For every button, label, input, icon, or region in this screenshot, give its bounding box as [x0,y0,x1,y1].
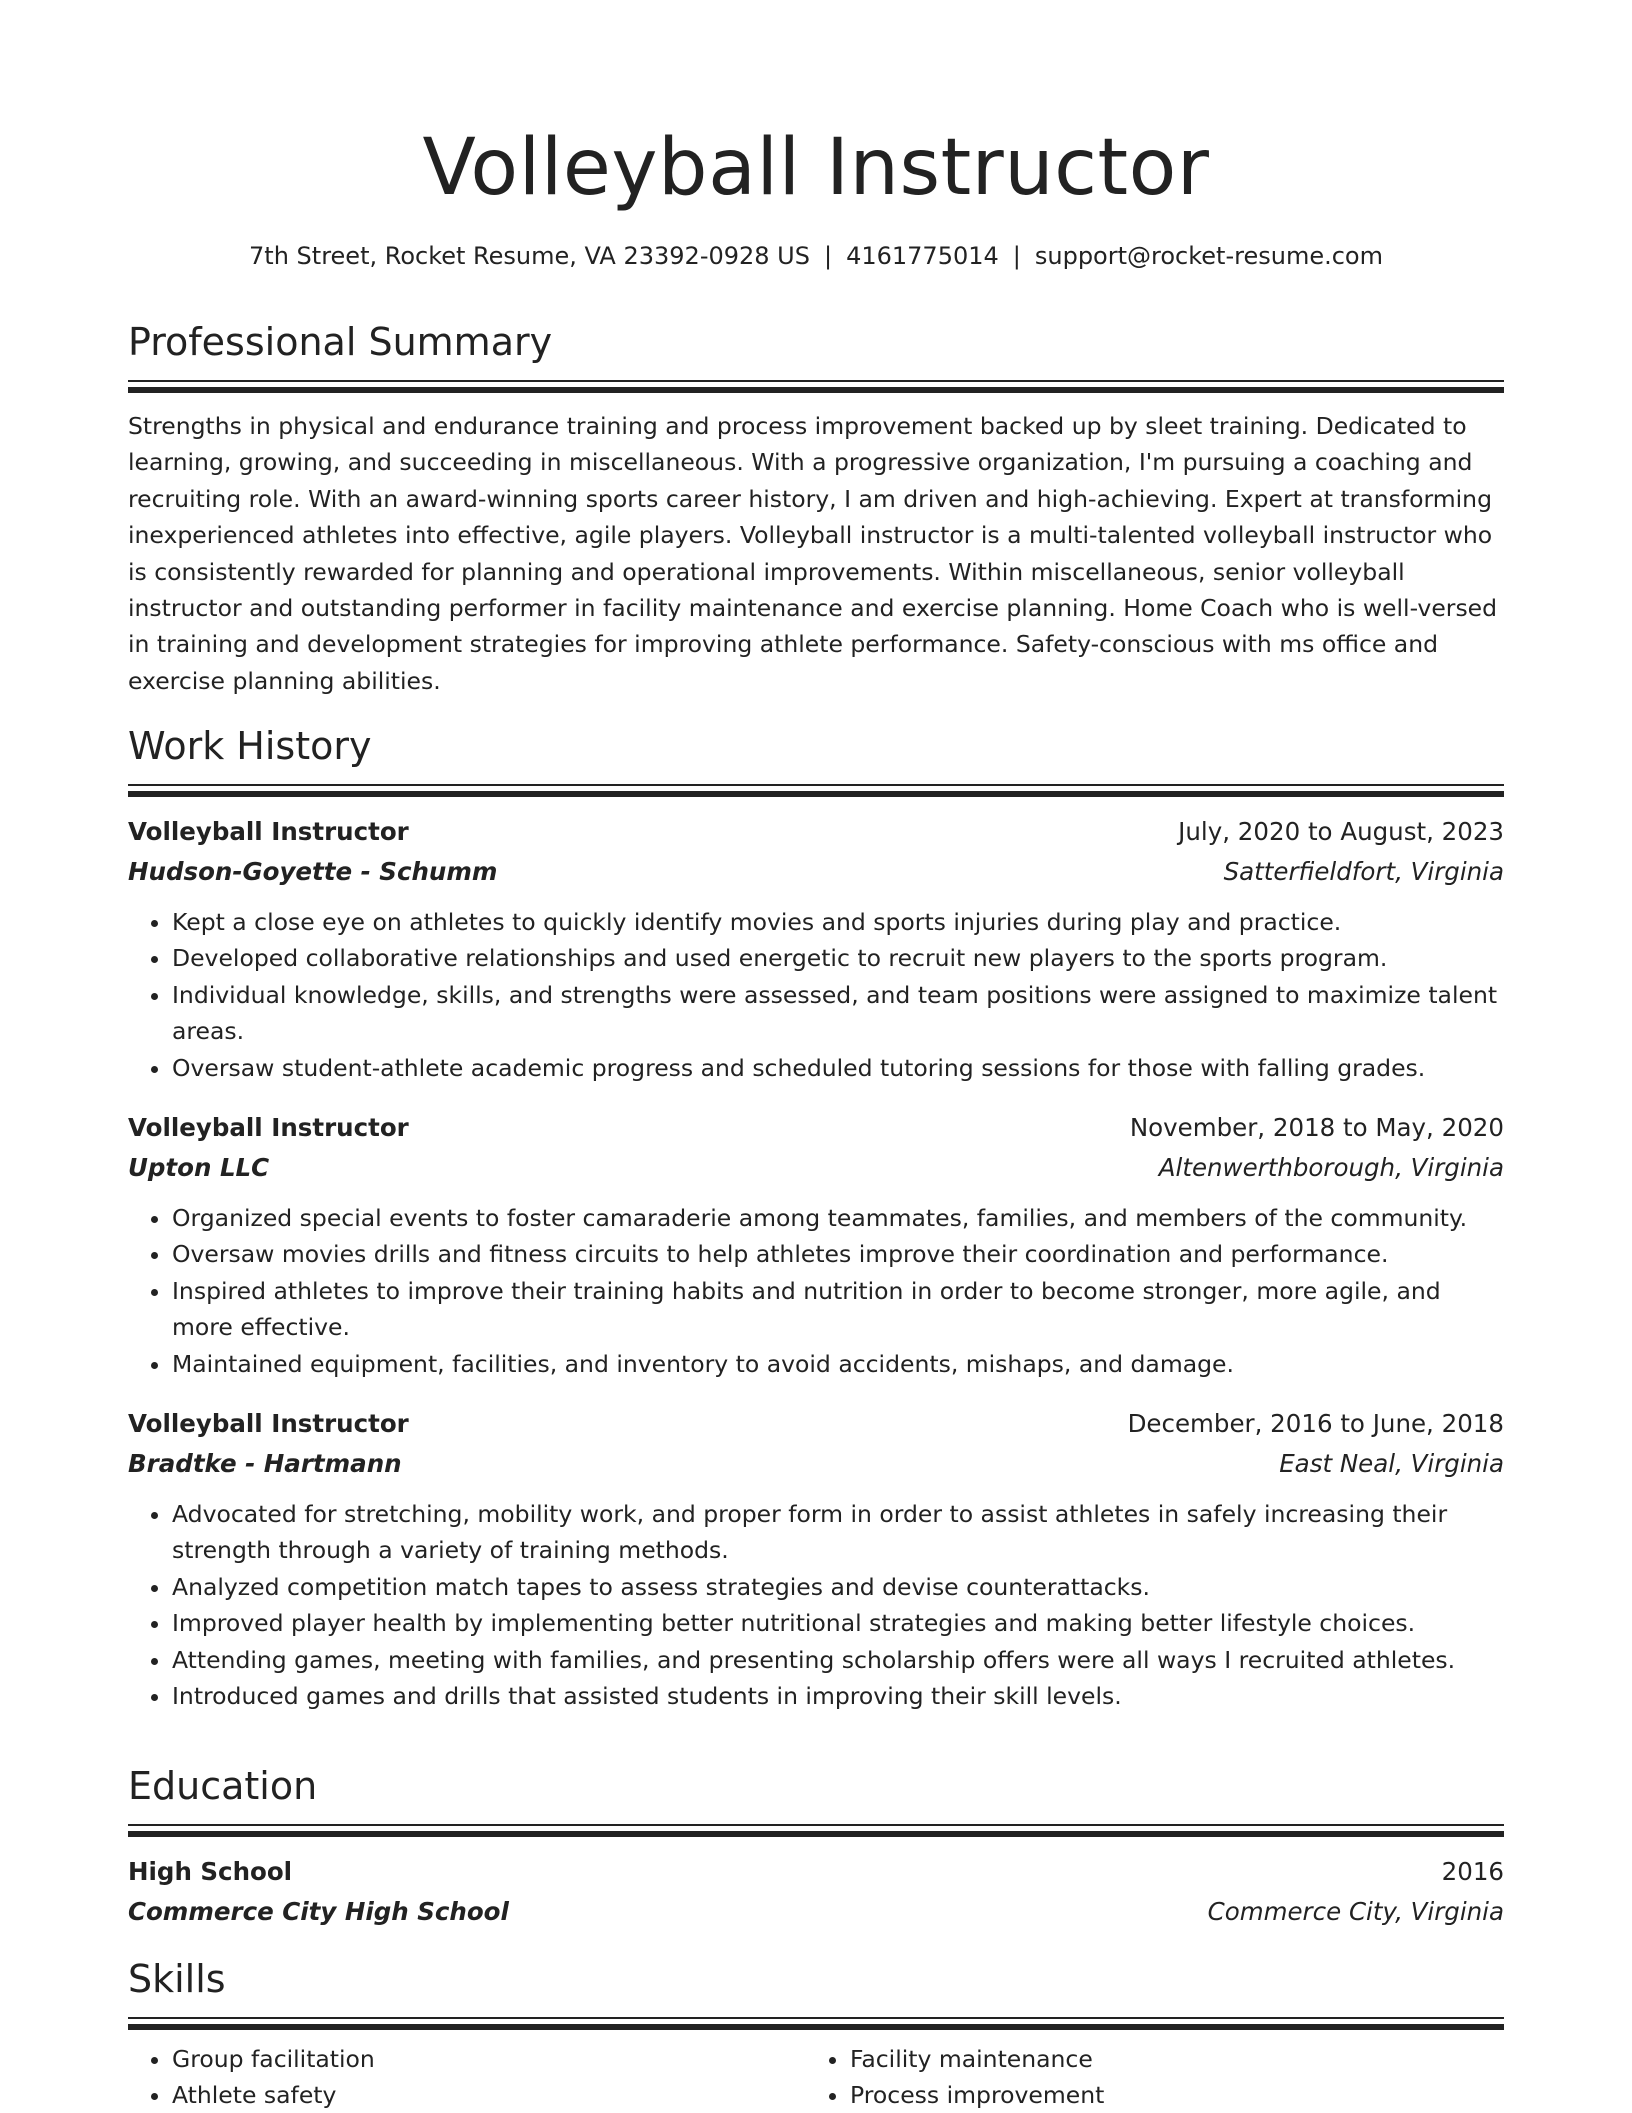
job-dates: November, 2018 to May, 2020 [1129,1113,1504,1143]
job-title: Volleyball Instructor [128,1113,409,1143]
work-history-section [128,722,1504,1715]
job-company: Bradtke - Hartmann [128,1449,402,1479]
education-degree: High School [128,1857,293,1886]
skill-item: • Facility maintenance [850,2041,1484,2077]
summary-text: Strengths in physical and endurance training and process improvement backed up by sleet training. Dedicated to learning, growing, and succeeding in miscellaneous. With a progressive organization, I'm pursuing a coaching and recruiting role. With an award-winning sports career history, I am driven and high-achieving. Expert at transforming inexperienced athletes into effective, agile players. Volleyball instructor is a multi-talented volleyball instructor who is consistently rewarded for planning and operational improvements. Within miscellaneous, senior volleyball instructor and outstanding performer in facility maintenance and exercise planning. Home Coach who is well-versed in training and development strategies for improving athlete performance. Safety-conscious with ms office and exercise planning abilities. [128,412,1498,695]
job-subheader-row [128,1444,1504,1484]
job-entry [128,812,1504,1086]
education-school: Commerce City High School [128,1897,509,1926]
skills-column-right [806,2041,1484,2113]
summary-heading: Professional Summary [128,320,553,364]
job-entry [128,1404,1504,1714]
job-location: Altenwerthborough, Virginia [1158,1153,1504,1183]
job-dates: July, 2020 to August, 2023 [1178,817,1504,846]
summary-section [128,318,1504,699]
skills-column-left [128,2041,806,2113]
job-dates: December, 2016 to June, 2018 [1127,1409,1504,1439]
job-bullets [128,904,1504,1086]
education-location: Commerce City, Virginia [1207,1897,1504,1926]
resume-name: Volleyball Instructor [422,123,1210,213]
skills-grid [128,2041,1504,2113]
job-bullet: • Developed collaborative relationships and used energetic to recruit new players to the sports program. [172,940,1504,976]
job-bullets [128,1200,1504,1382]
job-bullet: • Attending games, meeting with families, and presenting scholarship offers were all ways I recruited athletes. [172,1642,1504,1678]
skill-item: • Athlete safety [172,2077,806,2113]
job-bullet: • Advocated for stretching, mobility work, and proper form in order to assist athletes in safely increasing their strength through a variety of training methods. [172,1496,1504,1569]
work-history-heading: Work History [128,724,372,768]
job-bullet: • Organized special events to foster camaraderie among teammates, families, and members of the community. [172,1200,1504,1236]
job-bullets [128,1496,1504,1714]
job-header-row [128,1404,1504,1444]
skill-item: • Group facilitation [172,2041,806,2077]
contact-address: 7th Street, Rocket Resume, VA 23392-0928 US [249,242,810,270]
contact-separator: | [1012,242,1021,270]
job-bullet: • Inspired athletes to improve their training habits and nutrition in order to become stronger, more agile, and more effective. [172,1273,1504,1346]
education-entry [128,1852,1504,1932]
skills-section [128,1955,1504,2113]
education-section [128,1762,1504,1932]
job-subheader-row [128,852,1504,892]
education-subheader-row [128,1892,1504,1932]
job-location: Satterfieldfort, Virginia [1223,857,1504,886]
job-bullet: • Oversaw movies drills and fitness circuits to help athletes improve their coordination and performance. [172,1236,1504,1272]
section-divider [128,1824,1504,1838]
contact-phone: 4161775014 [846,242,999,270]
section-divider [128,2017,1504,2031]
job-subheader-row [128,1148,1504,1188]
job-location: East Neal, Virginia [1279,1449,1504,1479]
job-title: Volleyball Instructor [128,1409,409,1439]
job-bullet: • Individual knowledge, skills, and strengths were assessed, and team positions were assigned to maximize talent areas. [172,977,1504,1050]
contact-line [128,238,1504,274]
education-heading: Education [128,1764,318,1808]
contact-email: support@rocket-resume.com [1034,242,1383,270]
job-entry [128,1108,1504,1382]
skills-heading: Skills [128,1957,226,2001]
job-bullet: • Improved player health by implementing better nutritional strategies and making better lifestyle choices. [172,1605,1504,1641]
section-divider [128,380,1504,394]
job-header-row [128,1108,1504,1148]
job-bullet: • Kept a close eye on athletes to quickly identify movies and sports injuries during play and practice. [172,904,1504,940]
education-header-row [128,1852,1504,1892]
contact-separator: | [823,242,833,270]
skill-item: • Process improvement [850,2077,1484,2113]
job-bullet: • Oversaw student-athlete academic progress and scheduled tutoring sessions for those with falling grades. [172,1050,1504,1086]
job-company: Hudson-Goyette - Schumm [128,857,498,886]
job-bullet: • Analyzed competition match tapes to assess strategies and devise counterattacks. [172,1569,1504,1605]
job-header-row [128,812,1504,852]
job-company: Upton LLC [128,1153,270,1183]
job-title: Volleyball Instructor [128,817,409,846]
education-year: 2016 [1441,1857,1504,1886]
job-bullet: • Maintained equipment, facilities, and inventory to avoid accidents, mishaps, and damage. [172,1346,1504,1382]
job-bullet: • Introduced games and drills that assisted students in improving their skill levels. [172,1678,1504,1714]
section-divider [128,784,1504,798]
